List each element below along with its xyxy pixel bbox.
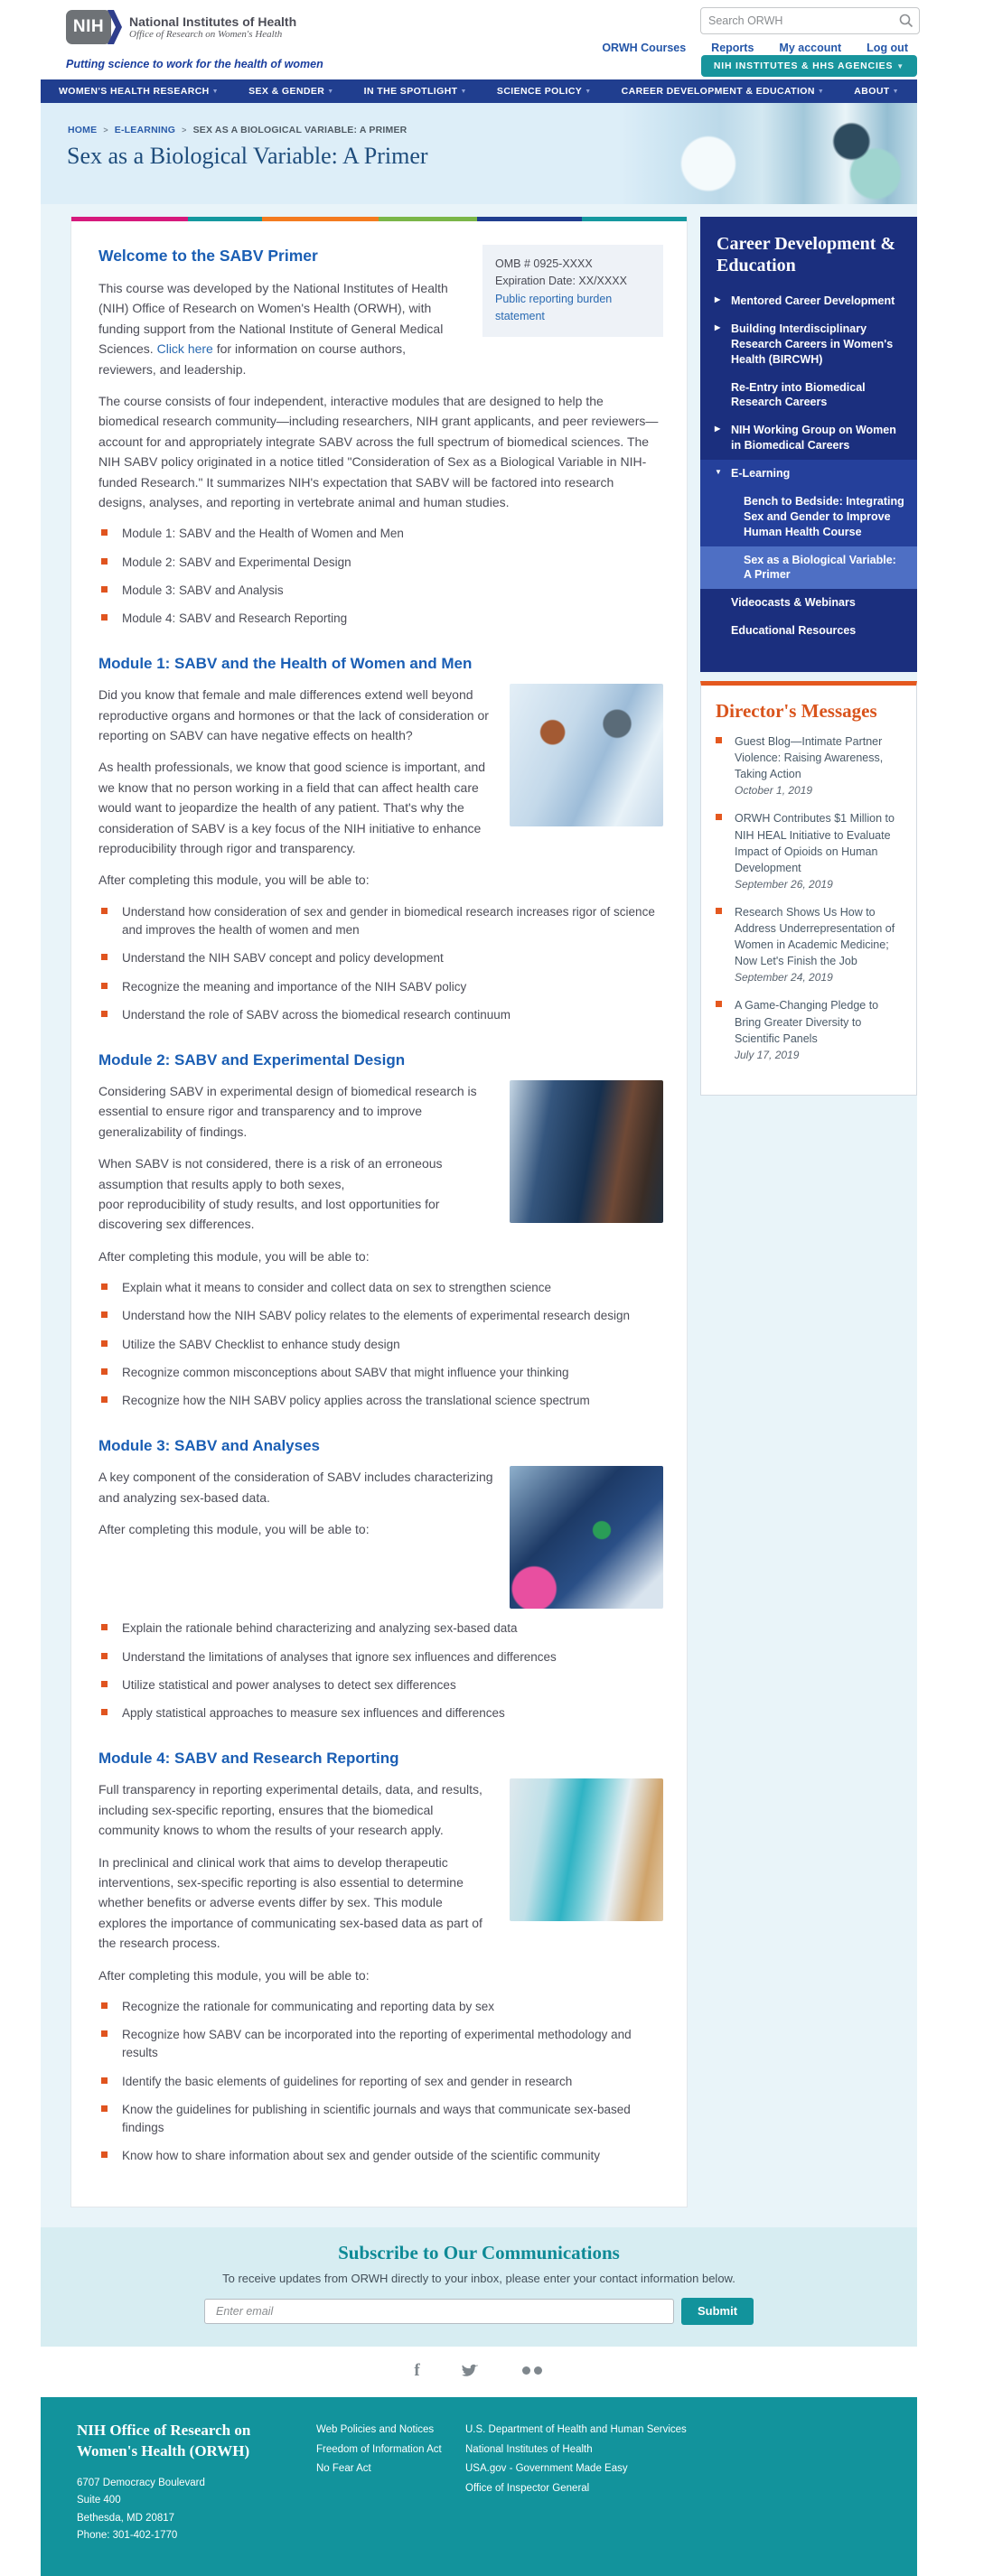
director-message-link[interactable]: Research Shows Us How to Address Underrepresentation of Women in Academic Medicine; Now Let's Finish the Job [735,905,895,968]
after-completing-text: After completing this module, you will be able to: [98,873,370,888]
arrow-right-icon: ▶ [715,322,721,331]
address-line: Suite 400 [77,2495,121,2506]
footer-address [77,2475,285,2545]
module2-photo [510,1080,663,1223]
modules-overview-list [98,525,663,628]
footer-gov-links [465,2421,736,2545]
nih-institutes-agencies-button[interactable]: NIH INSTITUTES & HHS AGENCIES ▼ [701,55,917,77]
footer-link[interactable]: USA.gov - Government Made Easy [465,2463,628,2475]
sidebar-item-bench-to-bedside[interactable]: Bench to Bedside: Integrating Sex and Gender to Improve Human Health Course [744,494,904,538]
nav-about[interactable]: ABOUT ▼ [854,86,899,97]
module4-photo [510,1778,663,1921]
link-log-out[interactable]: Log out [867,42,908,54]
chevron-down-icon: ▼ [327,89,334,95]
module2-objectives [98,1279,663,1410]
omb-number: OMB # 0925-XXXX [495,257,593,270]
objective-item: Utilize statistical and power analyses to detect sex differences [98,1676,663,1694]
footer-link[interactable]: Office of Inspector General [465,2483,590,2495]
utility-links [602,42,908,54]
module3-heading: Module 3: SABV and Analyses [98,1437,320,1455]
main-area [41,204,917,2347]
arrow-right-icon: ▶ [715,295,721,303]
site-search [700,7,920,34]
welcome-heading: Welcome to the SABV Primer [98,247,318,265]
nih-logo[interactable] [66,10,296,44]
subscribe-heading: Subscribe to Our Communications [338,2241,620,2263]
email-input[interactable] [204,2299,674,2324]
subscribe-text: To receive updates from ORWH directly to your inbox, please enter your contact information below. [222,2271,735,2285]
footer-link[interactable]: National Institutes of Health [465,2443,593,2455]
sidebar-item-mentored-career-development[interactable]: ▶ Mentored Career Development [715,294,895,307]
director-message-item [716,997,902,1060]
chevron-down-icon: ▼ [896,62,904,70]
sidebar-item-educational-resources[interactable]: Educational Resources [731,624,857,638]
chevron-down-icon: ▼ [211,89,220,95]
nih-logo-chevron-icon [108,10,122,44]
chevron-down-icon: ▼ [460,89,467,95]
module1-objectives [98,903,663,1024]
address-line: Bethesda, MD 20817 [77,2512,175,2524]
footer-link[interactable]: Web Policies and Notices [316,2423,435,2435]
director-message-item [716,904,902,985]
message-date: October 1, 2019 [735,784,813,798]
module2-paragraph: When SABV is not considered, there is a risk of an erroneous assumption that results apply to both sexes, poor reproducibility of study results, and lost opportunities for discovering sex differences. [98,1156,443,1232]
module1-heading: Module 1: SABV and the Health of Women and Men [98,655,473,673]
site-header [41,0,917,79]
objective-item: Explain the rationale behind characterizing and analyzing sex-based data [98,1619,663,1638]
search-icon[interactable] [894,8,919,33]
message-date: July 17, 2019 [735,1048,800,1061]
objective-item: Identify the basic elements of guidelines for reporting of sex and gender in research [98,2073,663,2091]
logo-subtitle: Office of Research on Women's Health [129,29,283,40]
directors-messages-heading: Director's Messages [716,700,877,722]
breadcrumb-current: SEX AS A BIOLOGICAL VARIABLE: A PRIMER [192,125,408,135]
directors-messages-box [700,681,917,1096]
footer-org-heading: NIH Office of Research on Women's Health (ORWH) [77,2421,251,2459]
breadcrumb: HOME > E-LEARNING > SEX AS A BIOLOGICAL VARIABLE: A PRIMER [68,125,408,135]
sidebar-item-bircwh[interactable]: ▶ Building Interdisciplinary Research Careers in Women's Health (BIRCWH) [715,322,894,366]
objective-item: Utilize the SABV Checklist to enhance study design [98,1336,663,1354]
site-tagline: Putting science to work for the health of women [66,58,323,70]
site-footer [41,2397,917,2576]
address-line: 6707 Democracy Boulevard [77,2477,205,2488]
director-message-link[interactable]: Guest Blog—Intimate Partner Violence: Raising Awareness, Taking Action [735,735,884,781]
module3-photo [510,1466,663,1609]
objective-item: Explain what it means to consider and collect data on sex to strengthen science [98,1279,663,1297]
sidebar-item-sabv-primer-current[interactable]: Sex as a Biological Variable: A Primer [700,546,917,590]
sidebar-item-re-entry[interactable]: Re-Entry into Biomedical Research Careers [731,380,866,409]
nih-logo-mark: NIH [66,10,111,44]
director-message-item [716,733,902,797]
nav-in-the-spotlight[interactable]: IN THE SPOTLIGHT ▼ [363,86,467,97]
card-accent-bar [71,217,687,221]
footer-link[interactable]: U.S. Department of Health and Human Services [465,2423,687,2435]
module-list-item: Module 3: SABV and Analysis [98,582,663,600]
link-reports[interactable]: Reports [711,42,754,54]
objective-item: Recognize how SABV can be incorporated into the reporting of experimental methodology and results [98,2026,663,2063]
search-input[interactable] [701,14,894,27]
link-my-account[interactable]: My account [779,42,842,54]
nav-science-policy[interactable]: SCIENCE POLICY ▼ [496,86,592,97]
objective-item: Understand how the NIH SABV policy relates to the elements of experimental research design [98,1307,663,1325]
main-nav [41,79,917,103]
footer-link[interactable]: Freedom of Information Act [316,2443,442,2455]
objective-item: Recognize how the NIH SABV policy applies across the translational science spectrum [98,1392,663,1410]
objective-item: Understand how consideration of sex and gender in biomedical research increases rigor of science and improves the health of women and men [98,903,663,940]
breadcrumb-home[interactable]: HOME [68,125,98,135]
career-development-box [700,217,917,672]
objective-item: Understand the NIH SABV concept and policy development [98,949,663,967]
module3-paragraph: A key component of the consideration of SABV includes characterizing and analyzing sex-based data. [98,1470,493,1505]
module1-paragraph: Did you know that female and male differences extend well beyond reproductive organs and hormones or that the lack of consideration or reporting on SABV can have negative effects on health? [98,687,489,743]
content-card [70,217,688,2207]
nav-career-development-education[interactable]: CAREER DEVELOPMENT & EDUCATION ▼ [621,86,825,97]
link-orwh-courses[interactable]: ORWH Courses [602,42,687,54]
module1-paragraph: As health professionals, we know that good science is important, and we know that no person working in a field that can affect health care would want to jeopardize the health of any patient. That's why the consideration of SABV is a key focus of the NIH initiative to enhance reproducibility through rigor and transparency. [98,760,486,856]
director-message-link[interactable]: ORWH Contributes $1 Million to NIH HEAL Initiative to Evaluate Impact of Opioids on Human Development [735,812,895,874]
breadcrumb-elearning[interactable]: E-LEARNING [114,125,176,135]
module2-paragraph: Considering SABV in experimental design of biomedical research is essential to ensure rigor and transparency and to improve generalizability of findings. [98,1084,477,1139]
subscribe-band [41,2227,917,2347]
after-completing-text: After completing this module, you will be able to: [98,1522,370,1537]
arrow-down-icon: ▼ [715,468,722,476]
message-date: September 26, 2019 [735,877,833,891]
objective-item: Recognize the rationale for communicating and reporting data by sex [98,1998,663,2016]
page-title: Sex as a Biological Variable: A Primer [67,143,428,169]
welcome-paragraph: This course was developed by the National Institutes of Health (NIH) Office of Research on Women's Health (ORWH), with funding support from the National Institute of General Medical Sciences. Click here for information on course authors, reviewers, and leadership. [98,281,448,377]
module-list-item: Module 2: SABV and Experimental Design [98,554,663,572]
elearning-block [700,460,917,589]
footer-link[interactable]: No Fear Act [316,2463,371,2475]
objective-item: Apply statistical approaches to measure sex influences and differences [98,1704,663,1722]
logo-title: National Institutes of Health [129,14,297,29]
career-box-heading: Career Development & Education [717,234,896,275]
course-description: The course consists of four independent, interactive modules that are designed to help the biomedical research community—including researchers, NIH grant applicants, and peer reviewers—account for and appropriately integrate SABV across the full spectrum of biomedical sciences. The NIH SABV policy originated in a notice titled "Consideration of Sex as a Biological Variable in NIH-funded Research." It summarizes NIH's expectation that SABV will be factored into research designs, analyses, and reporting in vertebrate animal and human studies. [98,393,659,509]
module-list-item: Module 1: SABV and the Health of Women and Men [98,525,663,543]
module4-objectives [98,1998,663,2166]
module-list-item: Module 4: SABV and Research Reporting [98,610,663,628]
module4-paragraph: In preclinical and clinical work that aims to develop therapeutic interventions, sex-specific reporting is also essential to determine whether benefits or adverse events differ by sex. This module explores the importance of communicating sex-based data as part of the research process. [98,1854,482,1951]
social-links [41,2347,917,2397]
objective-item: Understand the role of SABV across the biomedical research continuum [98,1006,663,1024]
module3-objectives [98,1619,663,1722]
chevron-down-icon: ▼ [817,89,825,95]
footer-policy-links [316,2421,443,2545]
director-message-item [716,810,902,891]
sidebar-item-videocasts-webinars[interactable]: Videocasts & Webinars [731,596,856,610]
lab-hero-photo [619,103,917,204]
nav-womens-health-research[interactable]: WOMEN'S HEALTH RESEARCH ▼ [59,86,220,97]
omb-box [482,245,663,337]
public-reporting-burden-link[interactable]: Public reporting burden statement [495,292,613,323]
module4-heading: Module 4: SABV and Research Reporting [98,1750,399,1768]
module1-photo [510,684,663,826]
module4-paragraph: Full transparency in reporting experimental details, data, and results, including sex-specific reporting, ensures that the biomedical community knows to whom the results of your research apply. [98,1782,482,1838]
hero-band [41,103,917,204]
arrow-right-icon: ▶ [715,425,721,434]
facebook-icon[interactable]: f [414,2360,420,2380]
objective-item: Know the guidelines for publishing in scientific journals and ways that communicate sex-based findings [98,2101,663,2138]
nav-sex-gender[interactable]: SEX & GENDER ▼ [248,86,334,97]
omb-expiration: Expiration Date: XX/XXXX [495,275,627,288]
after-completing-text: After completing this module, you will be able to: [98,1248,370,1264]
objective-item: Recognize common misconceptions about SABV that might influence your thinking [98,1364,663,1382]
chevron-down-icon: ▼ [892,89,899,95]
click-here-link[interactable]: Click here [156,341,213,357]
sidebar-item-nih-working-group[interactable]: ▶ NIH Working Group on Women in Biomedical Careers [715,424,896,453]
director-message-link[interactable]: A Game-Changing Pledge to Bring Greater Diversity to Scientific Panels [735,999,879,1045]
submit-button[interactable]: Submit [681,2298,754,2325]
address-line: Phone: 301-402-1770 [77,2530,178,2542]
sidebar [700,217,917,1096]
twitter-icon[interactable] [462,2364,479,2378]
objective-item: Recognize the meaning and importance of the NIH SABV policy [98,978,663,996]
objective-item: Understand the limitations of analyses that ignore sex influences and differences [98,1648,663,1666]
objective-item: Know how to share information about sex and gender outside of the scientific community [98,2147,663,2165]
flickr-icon[interactable] [520,2366,544,2375]
after-completing-text: After completing this module, you will be able to: [98,1967,370,1983]
message-date: September 24, 2019 [735,971,833,985]
sidebar-item-elearning[interactable]: ▼ E-Learning [715,467,791,480]
module2-heading: Module 2: SABV and Experimental Design [98,1051,406,1069]
chevron-down-icon: ▼ [585,89,592,95]
